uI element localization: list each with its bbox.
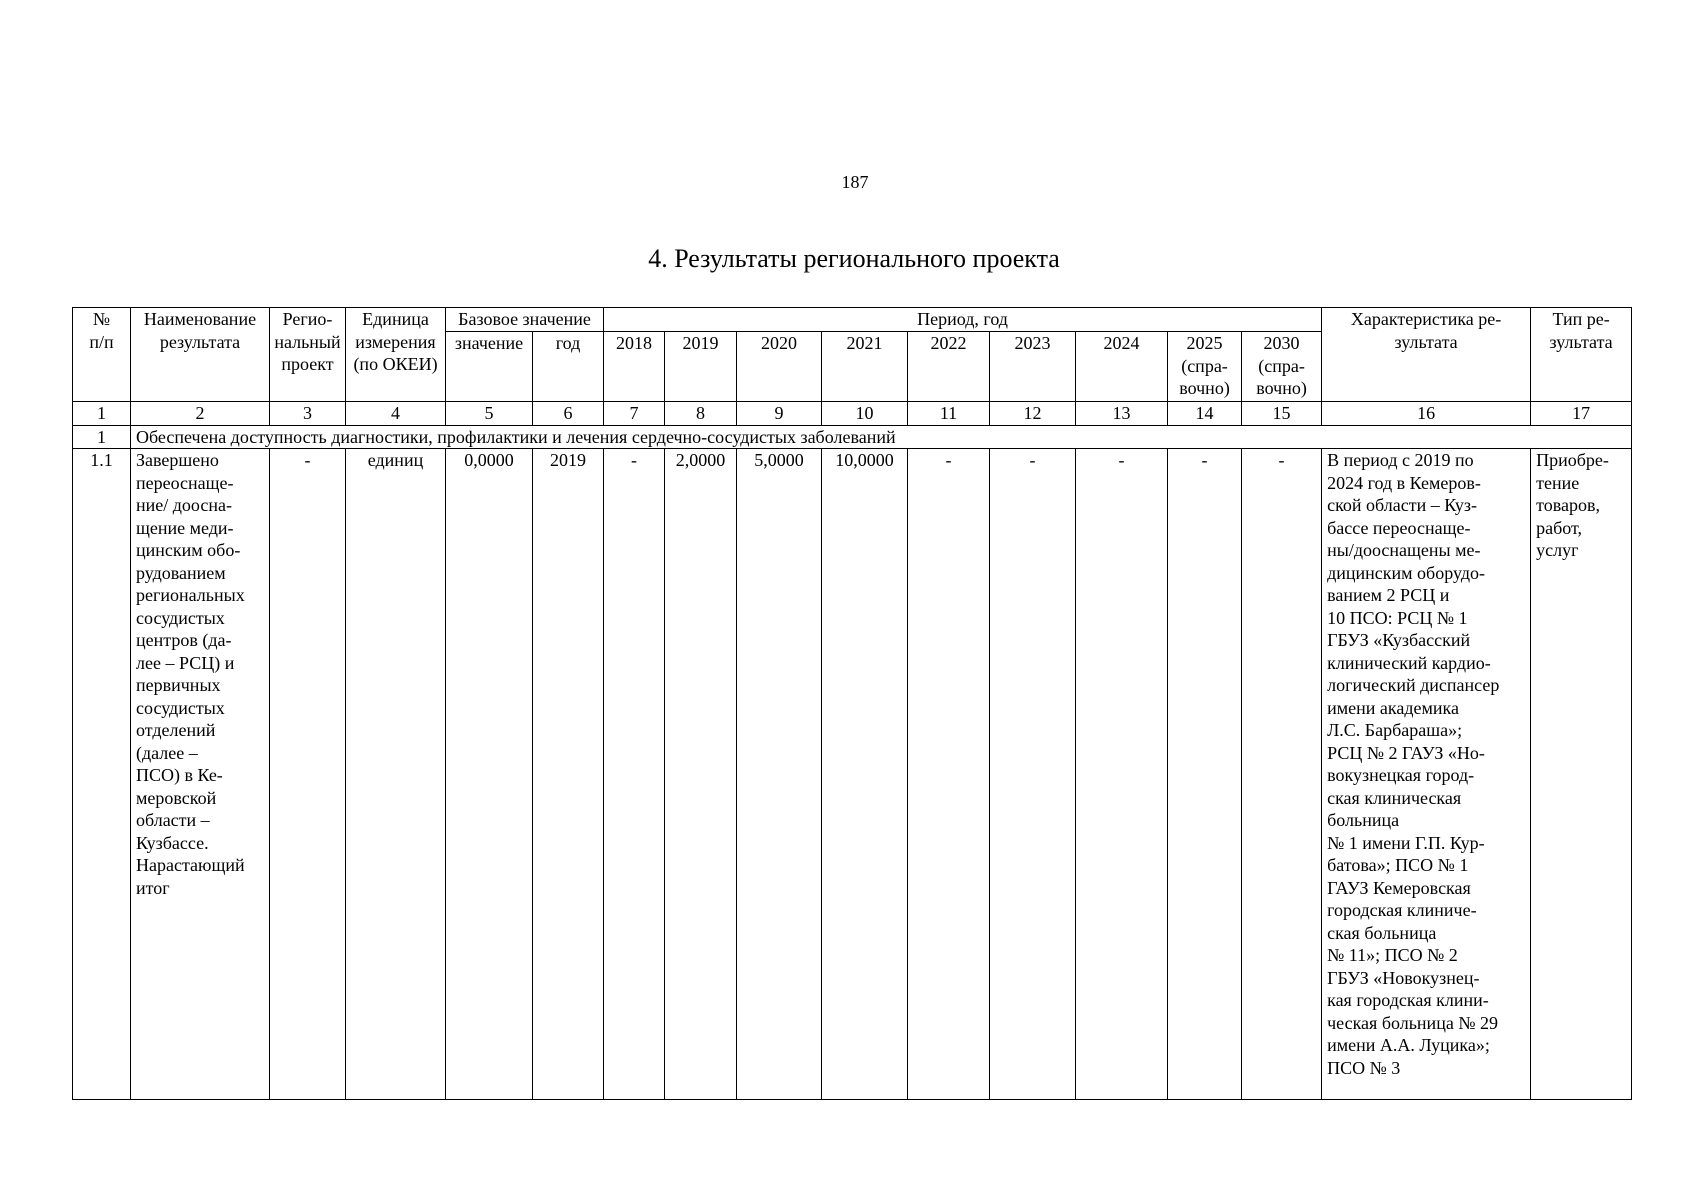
- row-value-2020: 5,0000: [737, 449, 822, 1100]
- row-value-2030: -: [1242, 449, 1322, 1100]
- row-value-2022: -: [908, 449, 990, 1100]
- row-value-2021: 10,0000: [822, 449, 908, 1100]
- column-number: 8: [665, 402, 737, 426]
- column-number: 12: [990, 402, 1076, 426]
- column-number: 14: [1168, 402, 1242, 426]
- section-title: 4. Результаты регионального проекта: [648, 244, 1060, 273]
- header-year-2019: 2019: [665, 332, 737, 402]
- header-base-value-year: год: [533, 332, 604, 402]
- column-number: 13: [1076, 402, 1168, 426]
- header-num: № п/п: [73, 308, 131, 402]
- section-title-cell: Обеспечена доступность диагностики, профилактики и лечения сердечно-сосудистых заболеваний: [131, 425, 1632, 449]
- row-value-2025: -: [1168, 449, 1242, 1100]
- header-period: Период, год: [604, 308, 1322, 332]
- column-number: 4: [346, 402, 446, 426]
- section-row: [73, 425, 1632, 449]
- column-number: 5: [446, 402, 533, 426]
- column-number: 7: [604, 402, 665, 426]
- row-regional-project: -: [270, 449, 346, 1100]
- table-row: [73, 449, 1632, 1100]
- header-base-value: Базовое значение: [446, 308, 604, 332]
- row-base-value: 0,0000: [446, 449, 533, 1100]
- section-num: 1: [73, 425, 131, 449]
- row-value-2023: -: [990, 449, 1076, 1100]
- column-number: 16: [1322, 402, 1531, 426]
- header-year-2025: 2025 (спра- вочно): [1168, 332, 1242, 402]
- row-value-2019: 2,0000: [665, 449, 737, 1100]
- row-result-type: Приобре- тение товаров, работ, услуг: [1531, 449, 1632, 1100]
- row-characteristic: В период с 2019 по 2024 год в Кемеров- ской области – Куз- бассе переоснаще- ны/дооснащены ме- дицинским оборудо- ванием 2 РСЦ и 10 ПСО: РСЦ № 1 ГБУЗ «Кузбасский клинический кардио- логический диспансер имени академика Л.С. Барбараша»; РСЦ № 2 ГАУЗ «Но- вокузнецкая город- ская клиническая больница № 1 имени Г.П. Кур- батова»; ПСО № 1 ГАУЗ Кемеровская городская клиниче- ская больница № 11»; ПСО № 2 ГБУЗ «Новокузнец- кая городская клини- ческая больница № 29 имени А.А. Луцика»; ПСО № 3: [1322, 449, 1531, 1100]
- header-year-2021: 2021: [822, 332, 908, 402]
- column-number: 10: [822, 402, 908, 426]
- header-name: Наименование результата: [131, 308, 270, 402]
- header-year-2024: 2024: [1076, 332, 1168, 402]
- header-regional-project: Регио- нальный проект: [270, 308, 346, 402]
- row-num: 1.1: [73, 449, 131, 1100]
- column-number: 2: [131, 402, 270, 426]
- page-number: 187: [841, 172, 869, 192]
- header-year-2022: 2022: [908, 332, 990, 402]
- results-table: [72, 307, 1632, 1100]
- column-number: 6: [533, 402, 604, 426]
- header-row: [73, 308, 1632, 332]
- row-value-2018: -: [604, 449, 665, 1100]
- column-number: 15: [1242, 402, 1322, 426]
- row-unit: единиц: [346, 449, 446, 1100]
- header-characteristic: Характеристика ре- зультата: [1322, 308, 1531, 402]
- header-year-2023: 2023: [990, 332, 1076, 402]
- header-base-value-value: значение: [446, 332, 533, 402]
- row-base-year: 2019: [533, 449, 604, 1100]
- column-number-row: [73, 402, 1632, 426]
- header-type: Тип ре- зультата: [1531, 308, 1632, 402]
- column-number: 3: [270, 402, 346, 426]
- column-number: 17: [1531, 402, 1632, 426]
- column-number: 11: [908, 402, 990, 426]
- header-year-2030: 2030 (спра- вочно): [1242, 332, 1322, 402]
- header-year-2018: 2018: [604, 332, 665, 402]
- row-result-name: Завершено переоснаще- ние/ доосна- щение меди- цинским обо- рудованием региональных сосудистых центров (да- лее – РСЦ) и первичных сосудистых отделений (далее – ПСО) в Ке- меровской области – Кузбассе. Нарастающий итог: [131, 449, 270, 1100]
- row-value-2024: -: [1076, 449, 1168, 1100]
- column-number: 1: [73, 402, 131, 426]
- header-unit: Единица измерения (по ОКЕИ): [346, 308, 446, 402]
- column-number: 9: [737, 402, 822, 426]
- header-year-2020: 2020: [737, 332, 822, 402]
